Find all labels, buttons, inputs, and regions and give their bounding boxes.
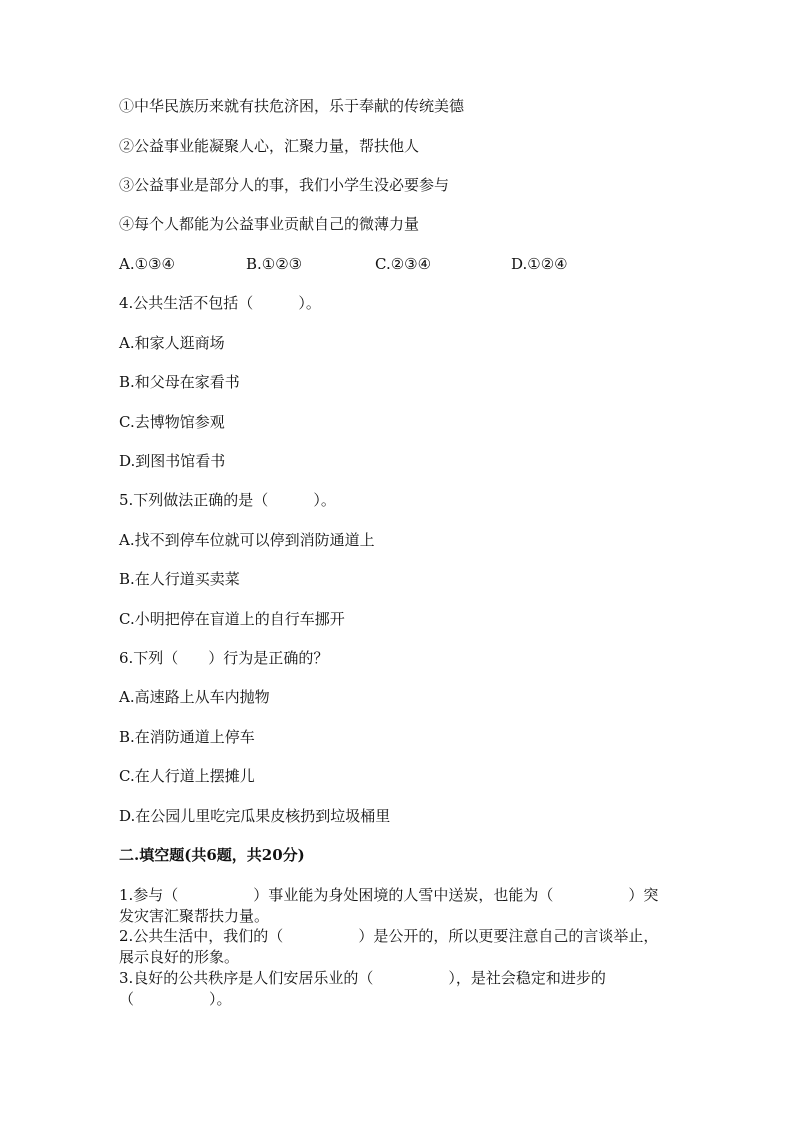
fill-blank-1: 1.参与（ ）事业能为身处困境的人雪中送炭，也能为（ ）突发灾害汇聚帮扶力量。 [119,886,659,925]
statement-2: ②公益事业能凝聚人心，汇聚力量，帮扶他人 [119,137,420,155]
q6-option-c: C.在人行道上摆摊儿 [119,767,255,785]
q3-option-d: D.①②④ [511,255,568,273]
statement-4: ④每个人都能为公益事业贡献自己的微薄力量 [119,215,420,233]
q4-option-a: A.和家人逛商场 [119,334,225,352]
q6-option-b: B.在消防通道上停车 [119,728,255,746]
q4-option-d: D.到图书馆看书 [119,452,226,470]
statement-1: ①中华民族历来就有扶危济困，乐于奉献的传统美德 [119,97,465,115]
q4-option-c: C.去博物馆参观 [119,413,225,431]
q6-option-a: A.高速路上从车内抛物 [119,688,270,706]
q6-option-d: D.在公园儿里吃完瓜果皮核扔到垃圾桶里 [119,807,391,825]
q5-stem: 5.下列做法正确的是（ ）。 [119,491,336,509]
q4-stem: 4.公共生活不包括（ ）。 [119,294,321,312]
section-heading: 二.填空题(共6题，共20分) [119,846,305,864]
statement-3: ③公益事业是部分人的事，我们小学生没必要参与 [119,176,450,194]
q6-stem: 6.下列（ ）行为是正确的？ [119,649,329,667]
q4-option-b: B.和父母在家看书 [119,373,240,391]
q3-option-a: A.①③④ [119,255,175,273]
q5-option-a: A.找不到停车位就可以停到消防通道上 [119,531,375,549]
q5-option-c: C.小明把停在盲道上的自行车挪开 [119,610,345,628]
fill-blank-2: 2.公共生活中，我们的（ ）是公开的，所以更要注意自己的言谈举止，展示良好的形象。 [119,927,659,966]
q3-option-b: B.①②③ [246,255,303,273]
fill-blank-3: 3.良好的公共秩序是人们安居乐业的（ ），是社会稳定和进步的（ ）。 [119,969,606,1008]
q5-option-b: B.在人行道买卖菜 [119,570,240,588]
q3-option-c: C.②③④ [375,255,432,273]
